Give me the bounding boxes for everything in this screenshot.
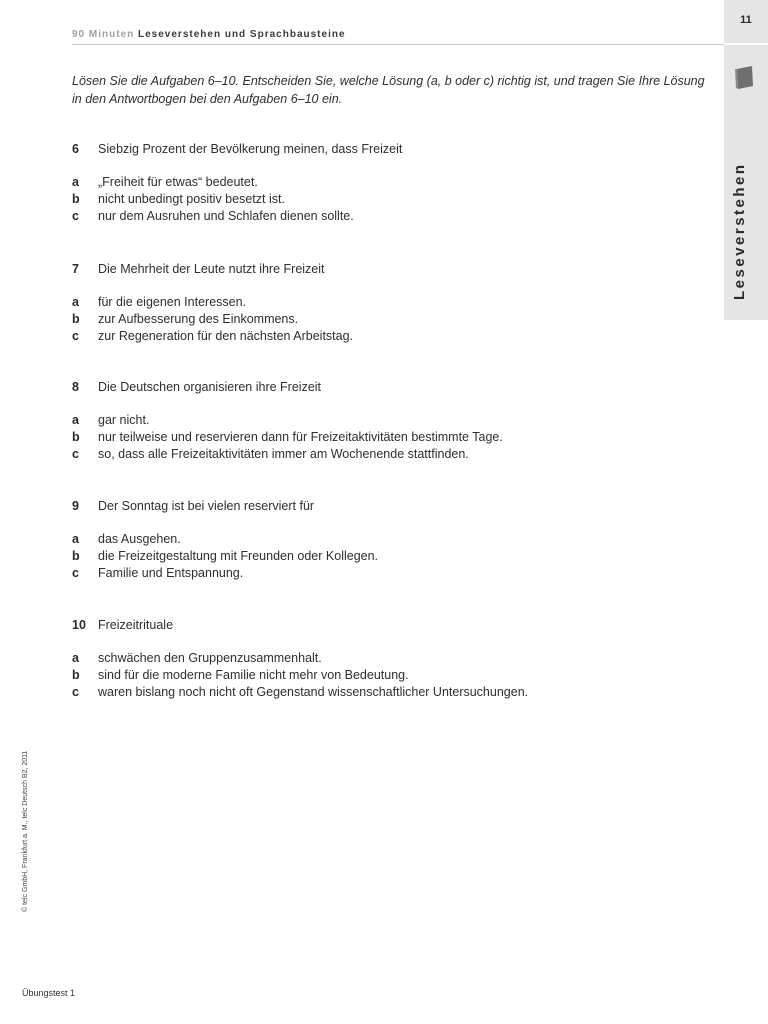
option-text: so, dass alle Freizeitaktivitäten immer am Wochenende stattfinden. [98,447,469,461]
question-stem: Die Mehrheit der Leute nutzt ihre Freizeit [98,262,325,276]
option-text: die Freizeitgestaltung mit Freunden oder Kollegen. [98,549,379,563]
option-letter: b [72,312,80,326]
option-a[interactable] [72,412,712,429]
page-header [72,29,346,40]
instructions: Lösen Sie die Aufgaben 6–10. Entscheiden Sie, welche Lösung (a, b oder c) richtig ist, und tragen Sie Ihre Lösung in den Antwortbogen bei den Aufgaben 6–10 ein. [72,74,705,106]
question-7 [72,260,712,345]
option-letter: b [72,192,80,206]
option-a[interactable] [72,531,712,548]
option-letter: a [72,532,79,546]
option-letter: a [72,295,79,309]
question-number: 8 [72,380,79,394]
option-text: das Ausgehen. [98,532,181,546]
option-letter: c [72,209,79,223]
option-b[interactable] [72,548,712,565]
book-icon [735,64,755,90]
side-tab-divider [724,43,768,45]
option-a[interactable] [72,174,712,191]
question-8 [72,378,712,463]
option-letter: a [72,651,79,665]
section-title: Leseverstehen und Sprachbausteine [138,29,346,40]
footer-label: Übungstest 1 [22,988,76,998]
option-text: nicht unbedingt positiv besetzt ist. [98,192,285,206]
option-c[interactable] [72,208,712,225]
question-stem: Die Deutschen organisieren ihre Freizeit [98,380,322,394]
question-stem: Siebzig Prozent der Bevölkerung meinen, dass Freizeit [98,142,403,156]
question-number: 7 [72,262,79,276]
header-divider [72,44,724,45]
question-9 [72,497,712,582]
option-letter: a [72,413,79,427]
option-letter: c [72,447,79,461]
option-text: zur Regeneration für den nächsten Arbeitstag. [98,329,354,343]
question-stem: Der Sonntag ist bei vielen reserviert für [98,499,315,513]
option-b[interactable] [72,191,712,208]
option-text: gar nicht. [98,413,150,427]
option-text: waren bislang noch nicht oft Gegenstand wissenschaftlicher Untersuchungen. [98,685,529,699]
question-stem: Freizeitrituale [98,618,174,632]
option-text: „Freiheit für etwas“ bedeutet. [98,175,258,189]
option-c[interactable] [72,565,712,582]
time-label: 90 Minuten [72,29,135,40]
copyright-notice: © telc GmbH, Frankfurt a. M., telc Deutsch B2, 2011 [22,750,29,912]
option-text: sind für die moderne Familie nicht mehr von Bedeutung. [98,668,409,682]
question-number: 9 [72,499,79,513]
section-label: Leseverstehen [731,162,748,300]
option-letter: c [72,685,79,699]
option-letter: c [72,566,79,580]
question-number: 10 [72,618,86,632]
option-b[interactable] [72,667,712,684]
question-10 [72,616,712,701]
option-letter: a [72,175,79,189]
option-text: schwächen den Gruppenzusammenhalt. [98,651,322,665]
option-letter: b [72,430,80,444]
page-number: 11 [740,14,752,26]
option-text: Familie und Entspannung. [98,566,244,580]
option-c[interactable] [72,684,712,701]
option-text: nur teilweise und reservieren dann für Freizeitaktivitäten bestimmte Tage. [98,430,503,444]
option-a[interactable] [72,294,712,311]
option-letter: c [72,329,79,343]
option-text: zur Aufbesserung des Einkommens. [98,312,299,326]
option-b[interactable] [72,311,712,328]
option-c[interactable] [72,328,712,345]
option-b[interactable] [72,429,712,446]
option-letter: b [72,549,80,563]
option-text: für die eigenen Interessen. [98,295,247,309]
option-text: nur dem Ausruhen und Schlafen dienen sollte. [98,209,354,223]
question-6 [72,140,712,225]
question-number: 6 [72,142,79,156]
option-c[interactable] [72,446,712,463]
option-a[interactable] [72,650,712,667]
option-letter: b [72,668,80,682]
